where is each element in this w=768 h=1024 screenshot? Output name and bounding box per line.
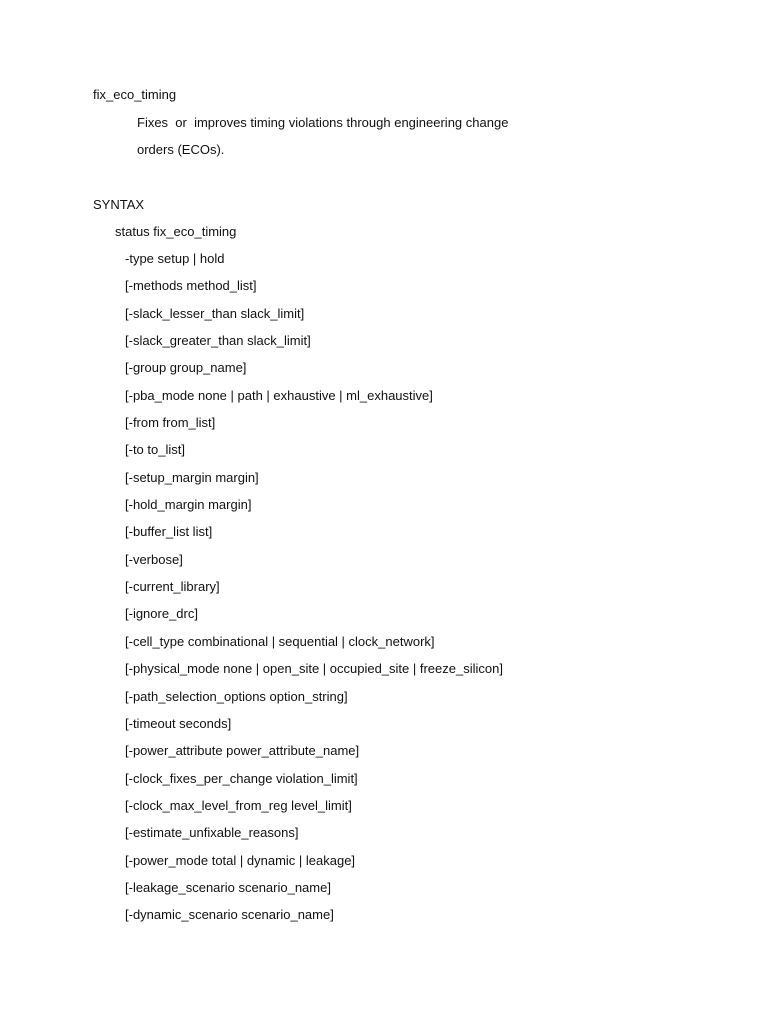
command-description-line-2: orders (ECOs). (137, 142, 225, 157)
syntax-option: [-methods method_list] (125, 278, 257, 294)
syntax-option: [-to to_list] (125, 442, 185, 458)
command-description-line-1: Fixes or improves timing violations through engineering change (137, 115, 509, 130)
syntax-option: [-from from_list] (125, 415, 216, 431)
syntax-option: [-power_mode total | dynamic | leakage] (125, 852, 356, 868)
syntax-option: [-leakage_scenario scenario_name] (125, 879, 331, 895)
syntax-option: [-estimate_unfixable_reasons] (125, 825, 299, 841)
syntax-signature: status fix_eco_timing (115, 224, 237, 239)
syntax-option: [-dynamic_scenario scenario_name] (125, 907, 334, 923)
syntax-option: [-group group_name] (125, 360, 247, 376)
syntax-option: [-ignore_drc] (125, 606, 198, 622)
syntax-option: [-buffer_list list] (125, 524, 213, 540)
command-name: fix_eco_timing (93, 87, 177, 102)
syntax-option: [-timeout seconds] (125, 715, 232, 731)
syntax-option: [-path_selection_options option_string] (125, 688, 348, 704)
syntax-option: [-clock_fixes_per_change violation_limit] (125, 770, 358, 786)
syntax-heading: SYNTAX (93, 197, 145, 212)
syntax-option: [-physical_mode none | open_site | occupied_site | freeze_silicon] (125, 661, 503, 677)
syntax-option: [-slack_greater_than slack_limit] (125, 333, 311, 349)
syntax-option: [-current_library] (125, 579, 220, 595)
syntax-option: -type setup | hold (125, 251, 225, 266)
syntax-option: [-setup_margin margin] (125, 469, 259, 485)
syntax-option: [-pba_mode none | path | exhaustive | ml_exhaustive] (125, 387, 433, 403)
syntax-option: [-power_attribute power_attribute_name] (125, 743, 360, 759)
syntax-option: [-cell_type combinational | sequential | clock_network] (125, 633, 435, 649)
syntax-option: [-slack_lesser_than slack_limit] (125, 305, 305, 321)
syntax-option: [-hold_margin margin] (125, 497, 252, 513)
syntax-option: [-clock_max_level_from_reg level_limit] (125, 797, 352, 813)
syntax-option: [-verbose] (125, 551, 183, 567)
syntax-options-list (125, 251, 503, 935)
